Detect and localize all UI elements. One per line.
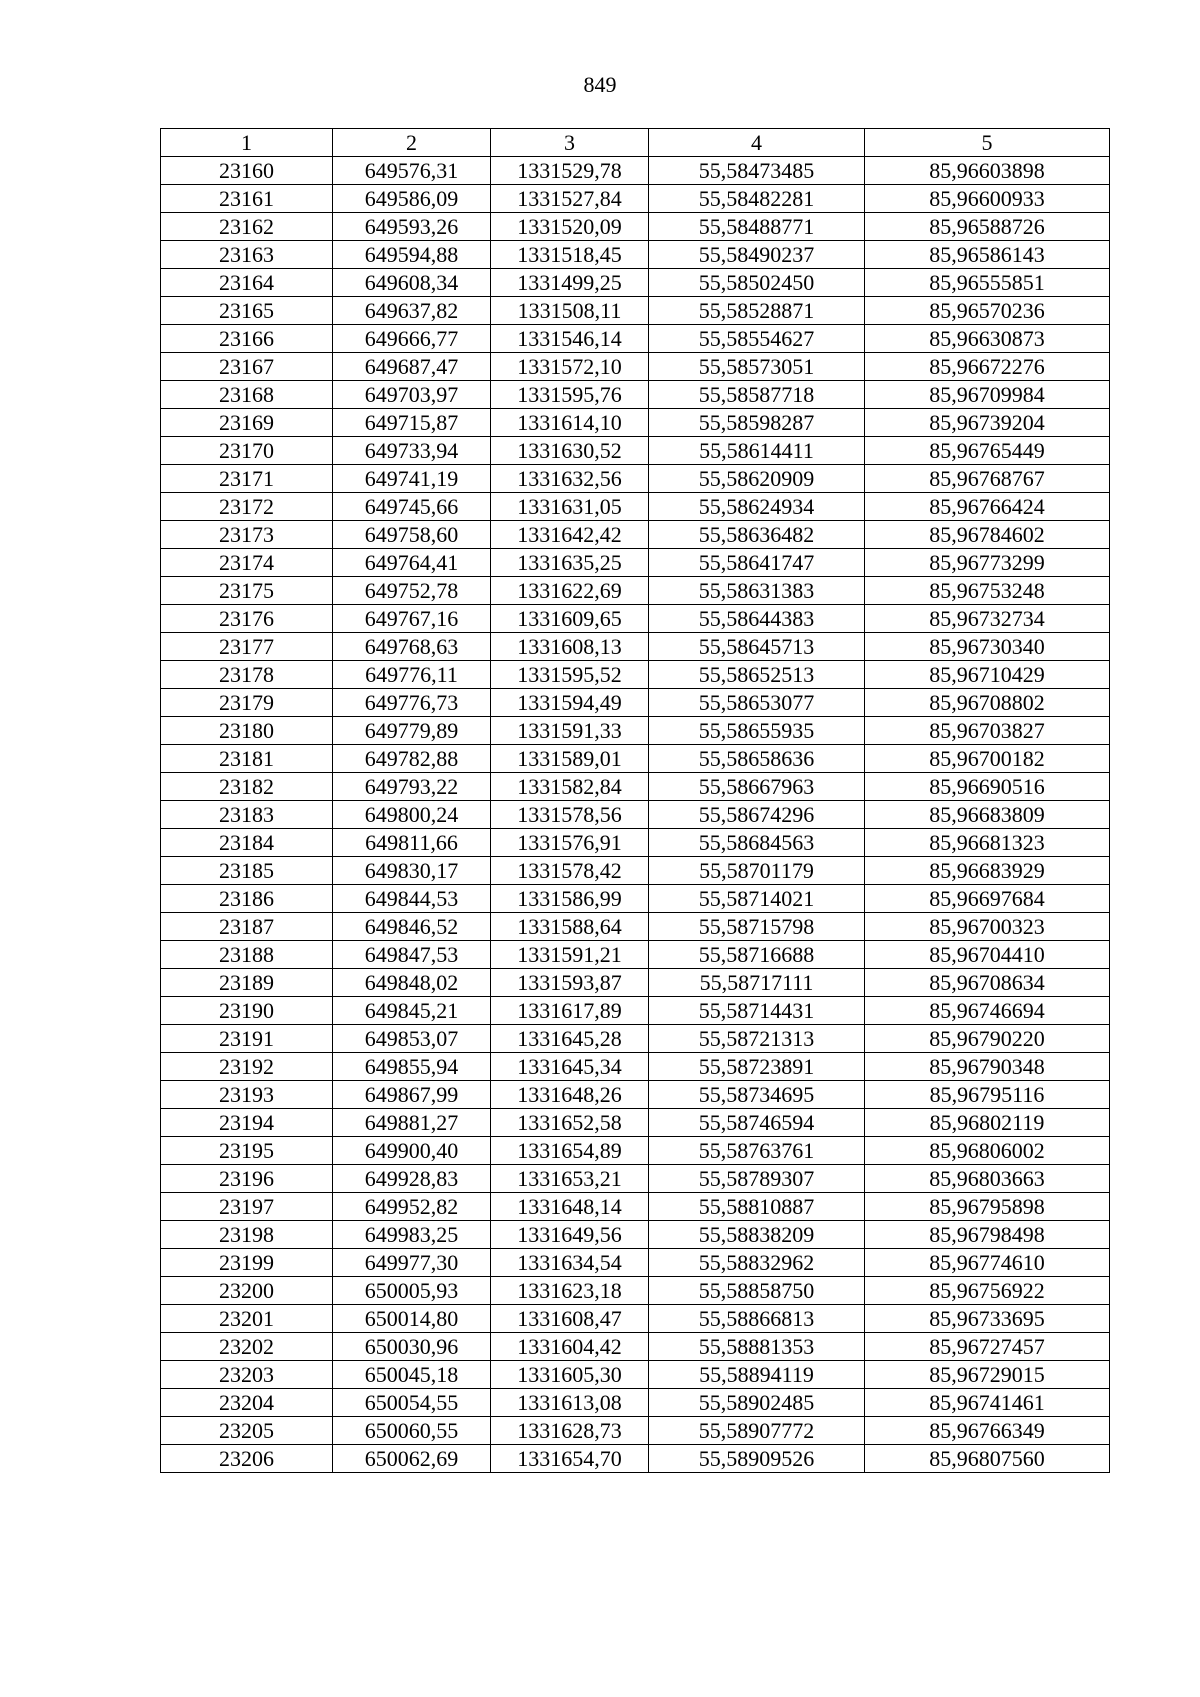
table-cell-col-5: 85,96739204 — [865, 409, 1110, 437]
table-row — [161, 773, 1110, 801]
table-cell-col-1: 23188 — [161, 941, 333, 969]
table-cell-col-1: 23203 — [161, 1361, 333, 1389]
table-cell-col-1: 23173 — [161, 521, 333, 549]
table-cell-col-3: 1331595,52 — [491, 661, 649, 689]
table-cell-col-5: 85,96588726 — [865, 213, 1110, 241]
table-row — [161, 1361, 1110, 1389]
table-cell-col-5: 85,96586143 — [865, 241, 1110, 269]
table-cell-col-3: 1331649,56 — [491, 1221, 649, 1249]
table-cell-col-5: 85,96768767 — [865, 465, 1110, 493]
table-cell-col-1: 23189 — [161, 969, 333, 997]
table-cell-col-2: 649776,73 — [333, 689, 491, 717]
table-cell-col-5: 85,96773299 — [865, 549, 1110, 577]
table-cell-col-5: 85,96732734 — [865, 605, 1110, 633]
table-cell-col-4: 55,58909526 — [649, 1445, 865, 1473]
table-cell-col-2: 649793,22 — [333, 773, 491, 801]
table-cell-col-4: 55,58528871 — [649, 297, 865, 325]
table-row — [161, 381, 1110, 409]
table-cell-col-1: 23172 — [161, 493, 333, 521]
table-row — [161, 1109, 1110, 1137]
table-row — [161, 437, 1110, 465]
table-cell-col-5: 85,96697684 — [865, 885, 1110, 913]
table-cell-col-5: 85,96710429 — [865, 661, 1110, 689]
table-cell-col-5: 85,96600933 — [865, 185, 1110, 213]
table-cell-col-1: 23206 — [161, 1445, 333, 1473]
table-cell-col-4: 55,58482281 — [649, 185, 865, 213]
table-cell-col-3: 1331608,47 — [491, 1305, 649, 1333]
table-cell-col-4: 55,58598287 — [649, 409, 865, 437]
table-row — [161, 745, 1110, 773]
table-cell-col-4: 55,58894119 — [649, 1361, 865, 1389]
table-cell-col-4: 55,58587718 — [649, 381, 865, 409]
table-cell-col-3: 1331608,13 — [491, 633, 649, 661]
table-cell-col-5: 85,96753248 — [865, 577, 1110, 605]
table-cell-col-3: 1331609,65 — [491, 605, 649, 633]
table-cell-col-3: 1331652,58 — [491, 1109, 649, 1137]
table-cell-col-1: 23204 — [161, 1389, 333, 1417]
table-cell-col-3: 1331613,08 — [491, 1389, 649, 1417]
table-cell-col-3: 1331631,05 — [491, 493, 649, 521]
table-cell-col-5: 85,96741461 — [865, 1389, 1110, 1417]
table-cell-col-4: 55,58658636 — [649, 745, 865, 773]
table-cell-col-2: 649608,34 — [333, 269, 491, 297]
table-cell-col-2: 650054,55 — [333, 1389, 491, 1417]
table-cell-col-5: 85,96798498 — [865, 1221, 1110, 1249]
table-cell-col-5: 85,96555851 — [865, 269, 1110, 297]
table-cell-col-2: 649576,31 — [333, 157, 491, 185]
table-cell-col-3: 1331653,21 — [491, 1165, 649, 1193]
table-cell-col-1: 23163 — [161, 241, 333, 269]
table-row — [161, 969, 1110, 997]
table-cell-col-2: 649782,88 — [333, 745, 491, 773]
table-cell-col-3: 1331578,56 — [491, 801, 649, 829]
table-cell-col-3: 1331632,56 — [491, 465, 649, 493]
table-cell-col-5: 85,96733695 — [865, 1305, 1110, 1333]
table-row — [161, 213, 1110, 241]
table-cell-col-3: 1331520,09 — [491, 213, 649, 241]
table-cell-col-2: 649764,41 — [333, 549, 491, 577]
table-cell-col-4: 55,58573051 — [649, 353, 865, 381]
table-cell-col-3: 1331595,76 — [491, 381, 649, 409]
table-row — [161, 661, 1110, 689]
table-cell-col-4: 55,58832962 — [649, 1249, 865, 1277]
table-cell-col-1: 23201 — [161, 1305, 333, 1333]
table-cell-col-3: 1331589,01 — [491, 745, 649, 773]
table-cell-col-2: 649846,52 — [333, 913, 491, 941]
table-cell-col-4: 55,58488771 — [649, 213, 865, 241]
table-cell-col-1: 23179 — [161, 689, 333, 717]
table-cell-col-2: 649768,63 — [333, 633, 491, 661]
table-cell-col-2: 649977,30 — [333, 1249, 491, 1277]
table-row — [161, 577, 1110, 605]
table-row — [161, 521, 1110, 549]
table-cell-col-4: 55,58614411 — [649, 437, 865, 465]
table-row — [161, 717, 1110, 745]
table-row — [161, 409, 1110, 437]
table-cell-col-2: 649586,09 — [333, 185, 491, 213]
table-cell-col-5: 85,96700182 — [865, 745, 1110, 773]
table-cell-col-2: 649637,82 — [333, 297, 491, 325]
table-cell-col-4: 55,58858750 — [649, 1277, 865, 1305]
table-cell-col-1: 23183 — [161, 801, 333, 829]
table-row — [161, 1305, 1110, 1333]
table-cell-col-5: 85,96790348 — [865, 1053, 1110, 1081]
table-row — [161, 1221, 1110, 1249]
table-row — [161, 1445, 1110, 1473]
column-header-3: 3 — [491, 129, 649, 157]
table-cell-col-3: 1331645,34 — [491, 1053, 649, 1081]
table-cell-col-3: 1331582,84 — [491, 773, 649, 801]
table-cell-col-3: 1331654,89 — [491, 1137, 649, 1165]
table-cell-col-5: 85,96766424 — [865, 493, 1110, 521]
table-cell-col-3: 1331623,18 — [491, 1277, 649, 1305]
table-cell-col-4: 55,58716688 — [649, 941, 865, 969]
table-cell-col-2: 649758,60 — [333, 521, 491, 549]
table-cell-col-1: 23168 — [161, 381, 333, 409]
table-cell-col-4: 55,58652513 — [649, 661, 865, 689]
table-cell-col-5: 85,96603898 — [865, 157, 1110, 185]
table-row — [161, 1277, 1110, 1305]
table-cell-col-1: 23185 — [161, 857, 333, 885]
table-row — [161, 941, 1110, 969]
table-cell-col-4: 55,58789307 — [649, 1165, 865, 1193]
table-row — [161, 297, 1110, 325]
table-cell-col-3: 1331594,49 — [491, 689, 649, 717]
table-cell-col-5: 85,96790220 — [865, 1025, 1110, 1053]
table-cell-col-5: 85,96802119 — [865, 1109, 1110, 1137]
table-row — [161, 1249, 1110, 1277]
table-cell-col-2: 649867,99 — [333, 1081, 491, 1109]
table-cell-col-4: 55,58838209 — [649, 1221, 865, 1249]
table-cell-col-2: 649853,07 — [333, 1025, 491, 1053]
table-cell-col-3: 1331593,87 — [491, 969, 649, 997]
table-row — [161, 913, 1110, 941]
table-cell-col-5: 85,96795116 — [865, 1081, 1110, 1109]
table-cell-col-2: 650005,93 — [333, 1277, 491, 1305]
table-row — [161, 1081, 1110, 1109]
table-cell-col-3: 1331576,91 — [491, 829, 649, 857]
table-cell-col-5: 85,96690516 — [865, 773, 1110, 801]
table-cell-col-1: 23165 — [161, 297, 333, 325]
table-cell-col-4: 55,58641747 — [649, 549, 865, 577]
table-row — [161, 605, 1110, 633]
table-cell-col-3: 1331630,52 — [491, 437, 649, 465]
table-cell-col-2: 649811,66 — [333, 829, 491, 857]
table-cell-col-2: 649847,53 — [333, 941, 491, 969]
table-cell-col-3: 1331499,25 — [491, 269, 649, 297]
table-cell-col-2: 649687,47 — [333, 353, 491, 381]
table-cell-col-2: 649593,26 — [333, 213, 491, 241]
table-cell-col-4: 55,58554627 — [649, 325, 865, 353]
table-cell-col-4: 55,58701179 — [649, 857, 865, 885]
table-cell-col-1: 23190 — [161, 997, 333, 1025]
table-cell-col-4: 55,58674296 — [649, 801, 865, 829]
table-cell-col-5: 85,96729015 — [865, 1361, 1110, 1389]
table-cell-col-5: 85,96766349 — [865, 1417, 1110, 1445]
table-cell-col-4: 55,58644383 — [649, 605, 865, 633]
table-cell-col-4: 55,58473485 — [649, 157, 865, 185]
table-cell-col-4: 55,58866813 — [649, 1305, 865, 1333]
table-cell-col-2: 649594,88 — [333, 241, 491, 269]
table-cell-col-4: 55,58734695 — [649, 1081, 865, 1109]
table-cell-col-1: 23171 — [161, 465, 333, 493]
table-cell-col-1: 23205 — [161, 1417, 333, 1445]
table-cell-col-4: 55,58717111 — [649, 969, 865, 997]
table-cell-col-3: 1331591,33 — [491, 717, 649, 745]
table-cell-col-2: 649715,87 — [333, 409, 491, 437]
table-row — [161, 801, 1110, 829]
table-cell-col-4: 55,58714431 — [649, 997, 865, 1025]
table-cell-col-1: 23180 — [161, 717, 333, 745]
table-cell-col-3: 1331518,45 — [491, 241, 649, 269]
table-cell-col-1: 23164 — [161, 269, 333, 297]
table-row — [161, 829, 1110, 857]
table-cell-col-2: 650030,96 — [333, 1333, 491, 1361]
table-row — [161, 1193, 1110, 1221]
table-cell-col-3: 1331648,14 — [491, 1193, 649, 1221]
table-cell-col-2: 650060,55 — [333, 1417, 491, 1445]
table-cell-col-1: 23162 — [161, 213, 333, 241]
table-cell-col-1: 23196 — [161, 1165, 333, 1193]
table-cell-col-5: 85,96803663 — [865, 1165, 1110, 1193]
table-cell-col-2: 649776,11 — [333, 661, 491, 689]
table-cell-col-1: 23200 — [161, 1277, 333, 1305]
table-cell-col-4: 55,58620909 — [649, 465, 865, 493]
table-row — [161, 493, 1110, 521]
table-cell-col-5: 85,96756922 — [865, 1277, 1110, 1305]
table-cell-col-4: 55,58881353 — [649, 1333, 865, 1361]
table-cell-col-1: 23161 — [161, 185, 333, 213]
table-cell-col-1: 23175 — [161, 577, 333, 605]
table-cell-col-2: 649844,53 — [333, 885, 491, 913]
table-cell-col-2: 649752,78 — [333, 577, 491, 605]
table-cell-col-2: 649855,94 — [333, 1053, 491, 1081]
table-cell-col-5: 85,96703827 — [865, 717, 1110, 745]
table-cell-col-2: 650014,80 — [333, 1305, 491, 1333]
table-cell-col-5: 85,96746694 — [865, 997, 1110, 1025]
table-cell-col-3: 1331546,14 — [491, 325, 649, 353]
table-cell-col-4: 55,58655935 — [649, 717, 865, 745]
page-number: 849 — [583, 72, 617, 97]
table-cell-col-1: 23169 — [161, 409, 333, 437]
table-cell-col-1: 23197 — [161, 1193, 333, 1221]
table-cell-col-2: 649881,27 — [333, 1109, 491, 1137]
table-cell-col-2: 649745,66 — [333, 493, 491, 521]
table-cell-col-2: 649733,94 — [333, 437, 491, 465]
table-cell-col-5: 85,96704410 — [865, 941, 1110, 969]
table-row — [161, 269, 1110, 297]
table-row — [161, 465, 1110, 493]
table-cell-col-5: 85,96570236 — [865, 297, 1110, 325]
table-cell-col-3: 1331642,42 — [491, 521, 649, 549]
table-cell-col-1: 23191 — [161, 1025, 333, 1053]
table-cell-col-4: 55,58684563 — [649, 829, 865, 857]
table-row — [161, 1025, 1110, 1053]
table-cell-col-3: 1331628,73 — [491, 1417, 649, 1445]
table-cell-col-3: 1331648,26 — [491, 1081, 649, 1109]
table-cell-col-5: 85,96683929 — [865, 857, 1110, 885]
table-cell-col-2: 649900,40 — [333, 1137, 491, 1165]
table-header — [161, 129, 1110, 157]
table-cell-col-2: 649928,83 — [333, 1165, 491, 1193]
table-cell-col-3: 1331591,21 — [491, 941, 649, 969]
table-cell-col-1: 23193 — [161, 1081, 333, 1109]
table-cell-col-4: 55,58490237 — [649, 241, 865, 269]
table-cell-col-1: 23199 — [161, 1249, 333, 1277]
table-cell-col-2: 649845,21 — [333, 997, 491, 1025]
table-cell-col-3: 1331527,84 — [491, 185, 649, 213]
table-cell-col-1: 23170 — [161, 437, 333, 465]
table-cell-col-1: 23178 — [161, 661, 333, 689]
column-header-2: 2 — [333, 129, 491, 157]
table-row — [161, 1137, 1110, 1165]
table-cell-col-4: 55,58631383 — [649, 577, 865, 605]
table-cell-col-4: 55,58902485 — [649, 1389, 865, 1417]
table-cell-col-3: 1331508,11 — [491, 297, 649, 325]
table-cell-col-1: 23174 — [161, 549, 333, 577]
table-cell-col-2: 649952,82 — [333, 1193, 491, 1221]
table-body — [161, 157, 1110, 1473]
table-cell-col-4: 55,58645713 — [649, 633, 865, 661]
table-cell-col-3: 1331572,10 — [491, 353, 649, 381]
table-cell-col-5: 85,96708634 — [865, 969, 1110, 997]
table-cell-col-5: 85,96681323 — [865, 829, 1110, 857]
table-cell-col-5: 85,96765449 — [865, 437, 1110, 465]
table-row — [161, 689, 1110, 717]
table-cell-col-5: 85,96795898 — [865, 1193, 1110, 1221]
table-cell-col-1: 23202 — [161, 1333, 333, 1361]
table-cell-col-4: 55,58721313 — [649, 1025, 865, 1053]
table-cell-col-1: 23192 — [161, 1053, 333, 1081]
table-cell-col-1: 23184 — [161, 829, 333, 857]
table-cell-col-4: 55,58810887 — [649, 1193, 865, 1221]
table-cell-col-3: 1331588,64 — [491, 913, 649, 941]
table-cell-col-4: 55,58763761 — [649, 1137, 865, 1165]
header-row — [161, 129, 1110, 157]
table-row — [161, 157, 1110, 185]
table-cell-col-3: 1331617,89 — [491, 997, 649, 1025]
table-row — [161, 353, 1110, 381]
table-cell-col-5: 85,96708802 — [865, 689, 1110, 717]
table-cell-col-5: 85,96672276 — [865, 353, 1110, 381]
table-cell-col-5: 85,96774610 — [865, 1249, 1110, 1277]
table-cell-col-2: 649741,19 — [333, 465, 491, 493]
table-cell-col-1: 23160 — [161, 157, 333, 185]
table-cell-col-1: 23186 — [161, 885, 333, 913]
table-cell-col-2: 649779,89 — [333, 717, 491, 745]
table-row — [161, 1389, 1110, 1417]
table-row — [161, 325, 1110, 353]
table-row — [161, 1333, 1110, 1361]
table-cell-col-1: 23177 — [161, 633, 333, 661]
table-cell-col-2: 649666,77 — [333, 325, 491, 353]
table-cell-col-4: 55,58714021 — [649, 885, 865, 913]
table-cell-col-4: 55,58624934 — [649, 493, 865, 521]
table-cell-col-2: 649800,24 — [333, 801, 491, 829]
table-cell-col-4: 55,58746594 — [649, 1109, 865, 1137]
table-row — [161, 549, 1110, 577]
table-row — [161, 997, 1110, 1025]
table-row — [161, 885, 1110, 913]
table-cell-col-4: 55,58723891 — [649, 1053, 865, 1081]
table-cell-col-4: 55,58502450 — [649, 269, 865, 297]
table-cell-col-1: 23198 — [161, 1221, 333, 1249]
table-cell-col-1: 23194 — [161, 1109, 333, 1137]
table-cell-col-4: 55,58636482 — [649, 521, 865, 549]
table-cell-col-3: 1331634,54 — [491, 1249, 649, 1277]
table-cell-col-1: 23187 — [161, 913, 333, 941]
table-cell-col-5: 85,96683809 — [865, 801, 1110, 829]
table-cell-col-3: 1331605,30 — [491, 1361, 649, 1389]
table-cell-col-5: 85,96709984 — [865, 381, 1110, 409]
table-cell-col-2: 649767,16 — [333, 605, 491, 633]
table-cell-col-4: 55,58907772 — [649, 1417, 865, 1445]
table-cell-col-3: 1331578,42 — [491, 857, 649, 885]
table-cell-col-3: 1331529,78 — [491, 157, 649, 185]
table-cell-col-1: 23182 — [161, 773, 333, 801]
table-cell-col-2: 649983,25 — [333, 1221, 491, 1249]
column-header-5: 5 — [865, 129, 1110, 157]
table-cell-col-5: 85,96784602 — [865, 521, 1110, 549]
column-header-1: 1 — [161, 129, 333, 157]
table-cell-col-5: 85,96806002 — [865, 1137, 1110, 1165]
table-cell-col-3: 1331586,99 — [491, 885, 649, 913]
table-row — [161, 185, 1110, 213]
table-cell-col-1: 23166 — [161, 325, 333, 353]
column-header-4: 4 — [649, 129, 865, 157]
table-cell-col-3: 1331622,69 — [491, 577, 649, 605]
table-cell-col-1: 23167 — [161, 353, 333, 381]
table-cell-col-1: 23176 — [161, 605, 333, 633]
table-cell-col-2: 649703,97 — [333, 381, 491, 409]
table-cell-col-2: 650062,69 — [333, 1445, 491, 1473]
table-row — [161, 857, 1110, 885]
table-cell-col-5: 85,96630873 — [865, 325, 1110, 353]
table-cell-col-3: 1331645,28 — [491, 1025, 649, 1053]
table-row — [161, 1165, 1110, 1193]
table-cell-col-4: 55,58715798 — [649, 913, 865, 941]
table-cell-col-3: 1331614,10 — [491, 409, 649, 437]
table-cell-col-3: 1331635,25 — [491, 549, 649, 577]
table-cell-col-5: 85,96727457 — [865, 1333, 1110, 1361]
table-cell-col-4: 55,58653077 — [649, 689, 865, 717]
table-row — [161, 1417, 1110, 1445]
table-row — [161, 1053, 1110, 1081]
table-cell-col-5: 85,96807560 — [865, 1445, 1110, 1473]
table-cell-col-3: 1331604,42 — [491, 1333, 649, 1361]
table-cell-col-1: 23181 — [161, 745, 333, 773]
table-cell-col-5: 85,96730340 — [865, 633, 1110, 661]
coordinates-table — [160, 128, 1110, 1473]
table-cell-col-2: 650045,18 — [333, 1361, 491, 1389]
table-cell-col-2: 649848,02 — [333, 969, 491, 997]
table-row — [161, 633, 1110, 661]
table-cell-col-3: 1331654,70 — [491, 1445, 649, 1473]
table-cell-col-2: 649830,17 — [333, 857, 491, 885]
table-cell-col-5: 85,96700323 — [865, 913, 1110, 941]
table-cell-col-1: 23195 — [161, 1137, 333, 1165]
table-row — [161, 241, 1110, 269]
table-cell-col-4: 55,58667963 — [649, 773, 865, 801]
